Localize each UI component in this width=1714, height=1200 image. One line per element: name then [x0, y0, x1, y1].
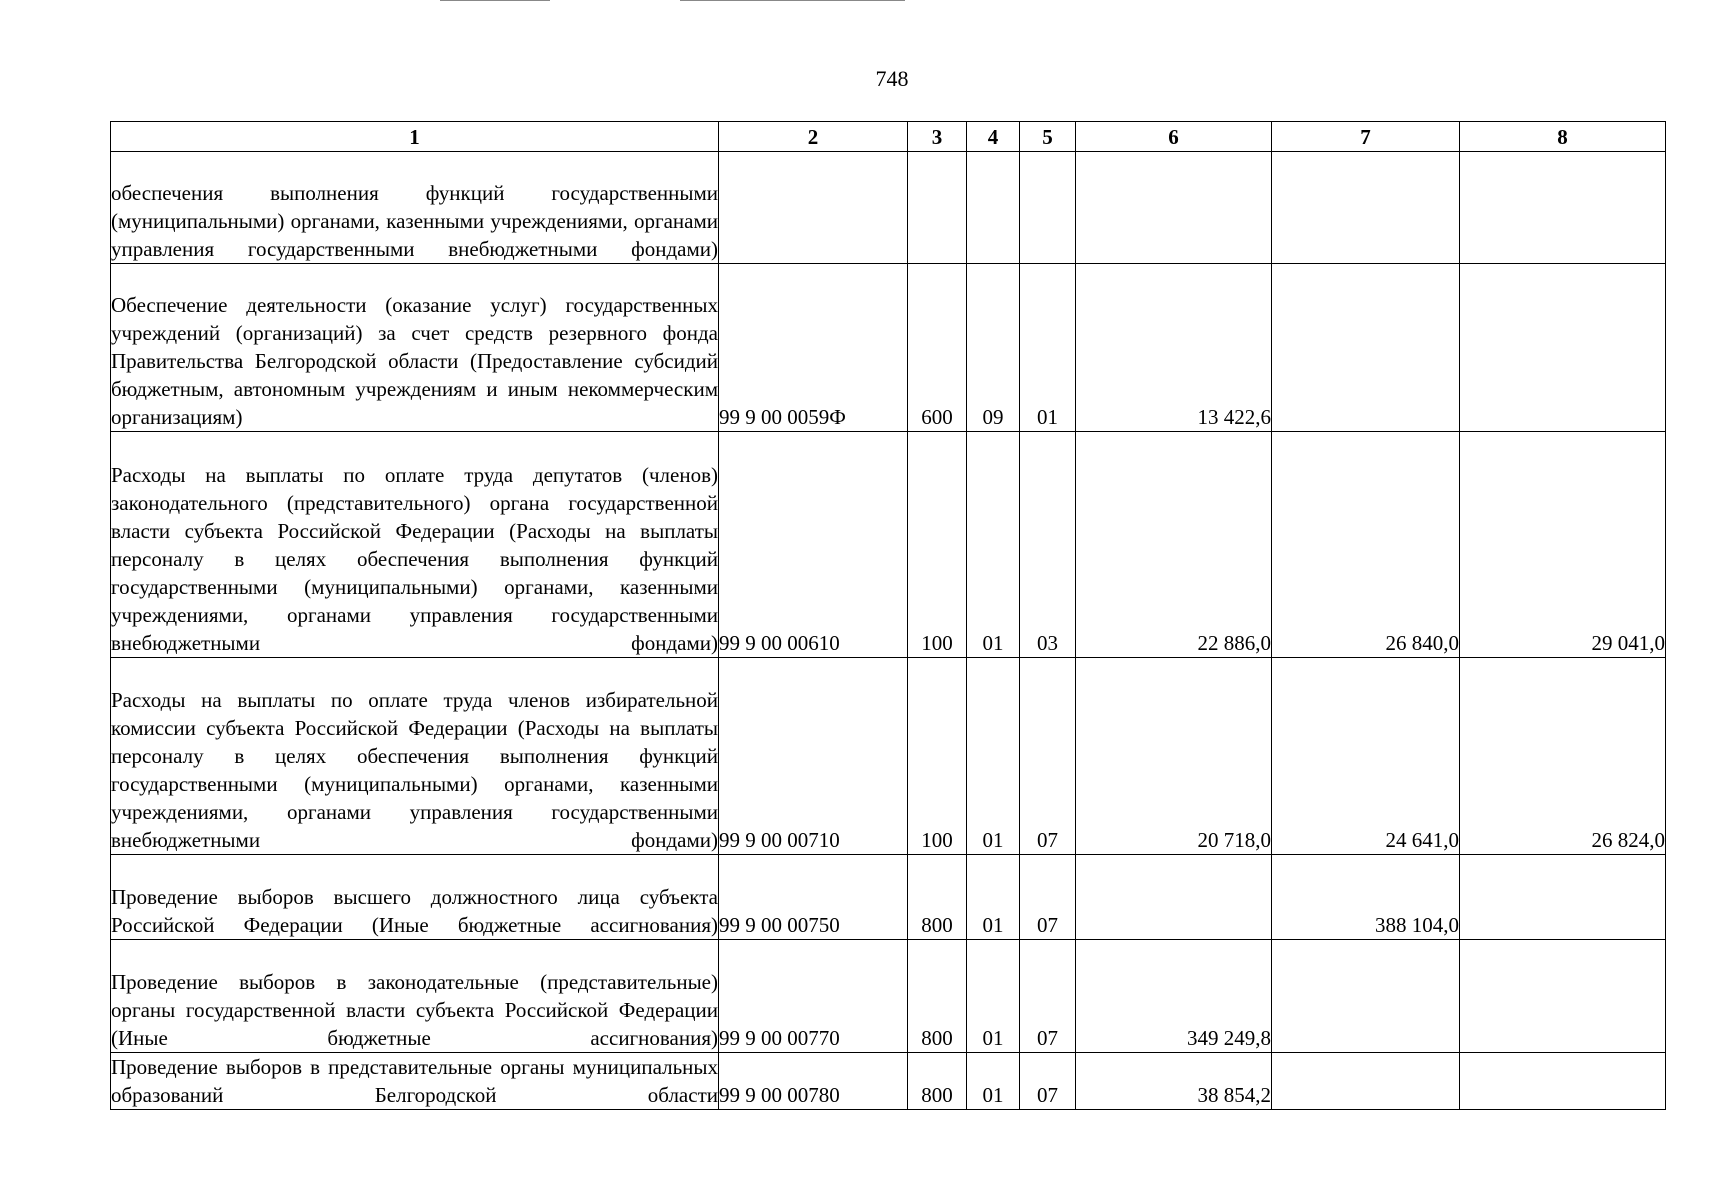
section: 01 — [967, 432, 1020, 658]
amount-col-6: 22 886,0 — [1076, 432, 1272, 658]
amount-col-8 — [1460, 940, 1666, 1053]
amount-col-7 — [1272, 1053, 1460, 1110]
section: 09 — [967, 264, 1020, 432]
amount-col-8: 26 824,0 — [1460, 658, 1666, 855]
target-article-code — [719, 152, 908, 264]
expense-type: 100 — [908, 432, 967, 658]
expense-type — [908, 152, 967, 264]
target-article-code: 99 9 00 0059Ф — [719, 264, 908, 432]
section: 01 — [967, 855, 1020, 940]
table-row — [111, 432, 1666, 658]
row-description: Расходы на выплаты по оплате труда депутатов (членов) законодательного (представительного) органа государственной власти субъекта Российской Федерации (Расходы на выплаты персоналу в целях обеспечения выполнения функций государственными (муниципальными) органами, казенными учреждениями, органами управления государственными внебюджетными фондами) — [111, 432, 719, 658]
row-description: Обеспечение деятельности (оказание услуг) государственных учреждений (организаций) за счет средств резервного фонда Правительства Белгородской области (Предоставление субсидий бюджетным, автономным учреждениям и иным некоммерческим организациям) — [111, 264, 719, 432]
table-row — [111, 152, 1666, 264]
section — [967, 152, 1020, 264]
scan-artifact-line — [680, 0, 905, 1]
table-row — [111, 940, 1666, 1053]
header-cell: 4 — [967, 122, 1020, 152]
subsection: 07 — [1020, 1053, 1076, 1110]
target-article-code: 99 9 00 00770 — [719, 940, 908, 1053]
expense-type: 800 — [908, 940, 967, 1053]
amount-col-8 — [1460, 1053, 1666, 1110]
amount-col-6 — [1076, 855, 1272, 940]
amount-col-8 — [1460, 152, 1666, 264]
amount-col-8 — [1460, 855, 1666, 940]
amount-col-6: 38 854,2 — [1076, 1053, 1272, 1110]
subsection: 07 — [1020, 658, 1076, 855]
page-number: 748 — [875, 66, 909, 91]
amount-col-8 — [1460, 264, 1666, 432]
target-article-code: 99 9 00 00750 — [719, 855, 908, 940]
amount-col-6: 13 422,6 — [1076, 264, 1272, 432]
amount-col-7: 24 641,0 — [1272, 658, 1460, 855]
amount-col-7 — [1272, 940, 1460, 1053]
budget-table — [110, 121, 1666, 1110]
header-cell: 8 — [1460, 122, 1666, 152]
row-description: Расходы на выплаты по оплате труда членов избирательной комиссии субъекта Российской Федерации (Расходы на выплаты персоналу в целях обеспечения выполнения функций государственными (муниципальными) органами, казенными учреждениями, органами управления государственными внебюджетными фондами) — [111, 658, 719, 855]
amount-col-8: 29 041,0 — [1460, 432, 1666, 658]
target-article-code: 99 9 00 00610 — [719, 432, 908, 658]
table-row — [111, 855, 1666, 940]
amount-col-7: 388 104,0 — [1272, 855, 1460, 940]
section: 01 — [967, 940, 1020, 1053]
subsection — [1020, 152, 1076, 264]
header-cell: 1 — [111, 122, 719, 152]
table-row — [111, 264, 1666, 432]
header-cell: 6 — [1076, 122, 1272, 152]
subsection: 01 — [1020, 264, 1076, 432]
header-cell: 7 — [1272, 122, 1460, 152]
expense-type: 100 — [908, 658, 967, 855]
target-article-code: 99 9 00 00780 — [719, 1053, 908, 1110]
amount-col-6: 20 718,0 — [1076, 658, 1272, 855]
amount-col-7 — [1272, 152, 1460, 264]
subsection: 03 — [1020, 432, 1076, 658]
target-article-code: 99 9 00 00710 — [719, 658, 908, 855]
scan-artifact-line — [440, 0, 550, 1]
amount-col-7 — [1272, 264, 1460, 432]
section: 01 — [967, 1053, 1020, 1110]
row-description: Проведение выборов в законодательные (представительные) органы государственной власти субъекта Российской Федерации (Иные бюджетные ассигнования) — [111, 940, 719, 1053]
table-row — [111, 658, 1666, 855]
row-description: Проведение выборов в представительные органы муниципальных образований Белгородской области — [111, 1053, 719, 1110]
row-description: Проведение выборов высшего должностного лица субъекта Российской Федерации (Иные бюджетные ассигнования) — [111, 855, 719, 940]
header-cell: 5 — [1020, 122, 1076, 152]
subsection: 07 — [1020, 855, 1076, 940]
subsection: 07 — [1020, 940, 1076, 1053]
expense-type: 800 — [908, 1053, 967, 1110]
expense-type: 800 — [908, 855, 967, 940]
expense-type: 600 — [908, 264, 967, 432]
section: 01 — [967, 658, 1020, 855]
header-row — [111, 122, 1666, 152]
table-row — [111, 1053, 1666, 1110]
amount-col-7: 26 840,0 — [1272, 432, 1460, 658]
header-cell: 2 — [719, 122, 908, 152]
amount-col-6: 349 249,8 — [1076, 940, 1272, 1053]
row-description: обеспечения выполнения функций государственными (муниципальными) органами, казенными учреждениями, органами управления государственными внебюджетными фондами) — [111, 152, 719, 264]
amount-col-6 — [1076, 152, 1272, 264]
header-cell: 3 — [908, 122, 967, 152]
